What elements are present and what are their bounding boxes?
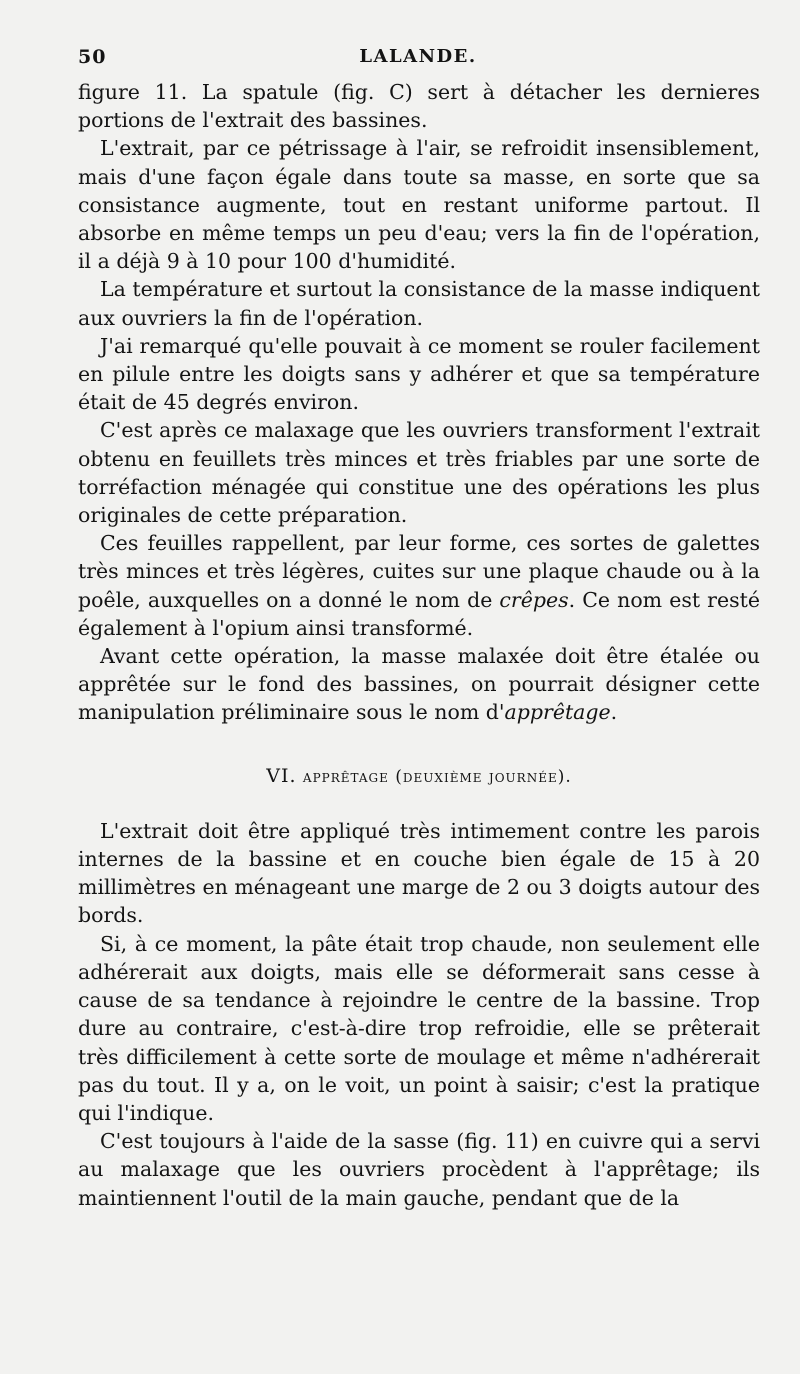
paragraph: J'ai remarqué qu'elle pouvait à ce moment se rouler facilement en pilule entre les doigts sans y adhérer et que sa température était de 45 degrés environ. [78,333,760,415]
section-title: apprêtage (deuxième journée). [302,766,572,787]
running-head: LALANDE. [359,46,477,67]
body-text [78,78,760,1212]
text-run: Ces feuilles rappellent, par leur forme, ces sortes de galettes très minces et très légères, cuites sur une plaque chaude ou à la poêle, auxquelles on a donné le nom de [78,531,760,612]
italic-term: apprêtage [504,700,611,725]
text-run: Avant cette opération, la masse malaxée doit être étalée ou apprêtée sur le fond des bassines, on pourrait désigner cette manipulation préliminaire sous le nom d' [78,644,760,725]
paragraph: Si, à ce moment, la pâte était trop chaude, non seulement elle adhérerait aux doigts, mais elle se déformerait sans cesse à cause de sa tendance à rejoindre le centre de la bassine. Trop dure au contraire, c'est-à-dire trop refroidie, elle se prêterait très difficilement à cette sorte de moulage et même n'adhérerait pas du tout. Il y a, on le voit, un point à saisir; c'est la pratique qui l'indique. [78,931,760,1125]
paragraph: C'est après ce malaxage que les ouvriers transforment l'extrait obtenu en feuillets très minces et très friables par une sorte de torréfaction ménagée qui constitue une des opérations les plus originales de cette préparation. [78,418,760,528]
paragraph-crepes [78,529,760,642]
page-number: 50 [78,46,107,68]
section-heading [78,762,760,791]
text-run: . [610,700,618,725]
paragraph-appretage [78,642,760,727]
page-header [78,46,758,74]
paragraph: L'extrait doit être appliqué très intimement contre les parois internes de la bassine et en couche bien égale de 15 à 20 millimètres en ménageant une marge de 2 ou 3 doigts autour des bords. [78,818,760,928]
section-numeral: VI. [266,764,297,787]
paragraph: La température et surtout la consistance de la masse indiquent aux ouvriers la fin de l'opération. [78,277,760,330]
italic-term: crêpes [499,587,569,612]
text-run: . Ce nom est resté également à l'opium ainsi transformé. [78,587,760,640]
paragraph: L'extrait, par ce pétrissage à l'air, se refroidit insensiblement, mais d'une façon égale dans toute sa masse, en sorte que sa consistance augmente, tout en restant uniforme partout. Il absorbe en même temps un peu d'eau; vers la fin de l'opération, il a déjà 9 à 10 pour 100 d'humidité. [78,136,760,274]
paragraph: figure 11. La spatule (fig. C) sert à détacher les dernieres portions de l'extrait des bassines. [78,80,760,133]
paragraph: C'est toujours à l'aide de la sasse (fig. 11) en cuivre qui a servi au malaxage que les ouvriers procèdent à l'apprêtage; ils maintiennent l'outil de la main gauche, pendant que de la [78,1129,760,1210]
